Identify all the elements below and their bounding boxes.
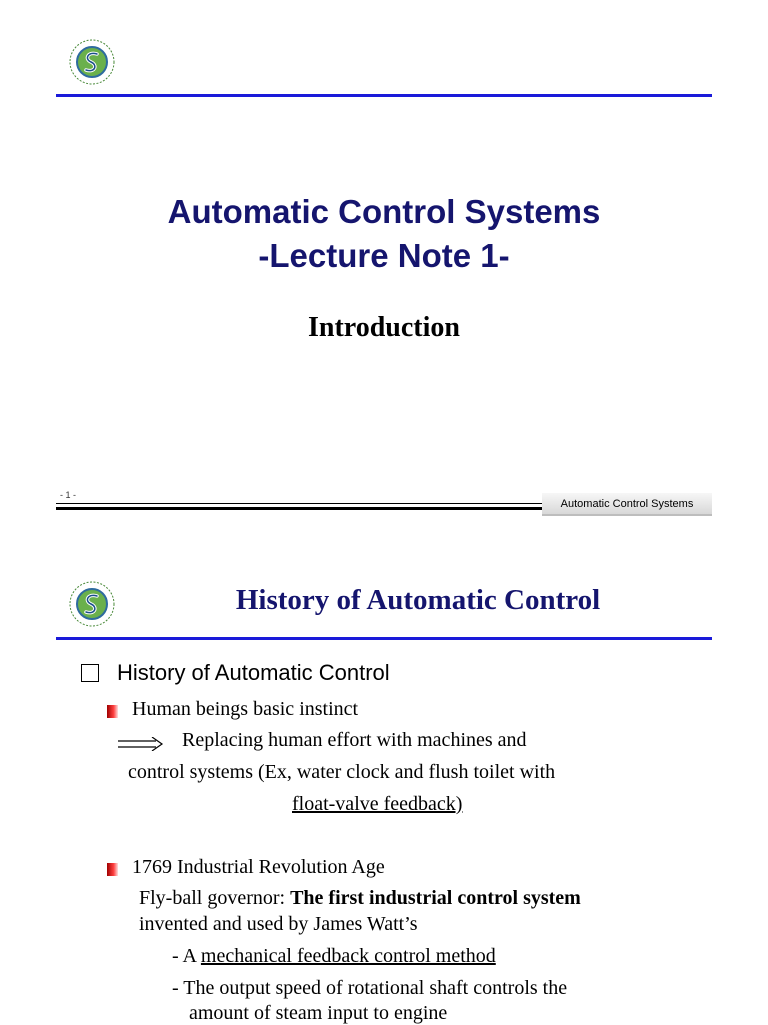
double-arrow-right-icon bbox=[118, 737, 164, 751]
slide-2 bbox=[0, 570, 768, 1024]
lecture-subtitle: Introduction bbox=[308, 312, 460, 343]
title-line-2: -Lecture Note 1- bbox=[258, 237, 510, 274]
page-number: - 1 - bbox=[60, 490, 77, 500]
dash-item-1 bbox=[172, 945, 496, 968]
slide-title: History of Automatic Control bbox=[235, 584, 601, 616]
bullet-1-line-1: Replacing human effort with machines and bbox=[182, 729, 527, 751]
bullet-2-line-1-prefix: Fly-ball governor: bbox=[139, 887, 291, 909]
empty-checkbox-icon bbox=[81, 664, 99, 682]
dash-item-2-line-1: - The output speed of rotational shaft controls the bbox=[172, 977, 568, 999]
bullet-2-line-1-bold: The first industrial control system bbox=[290, 887, 581, 909]
footer-rule-thin bbox=[56, 503, 542, 504]
section-heading bbox=[81, 660, 390, 686]
dash-item-1-underlined: mechanical feedback control method bbox=[200, 945, 496, 967]
university-seal-icon bbox=[68, 38, 116, 86]
title-line-1: Automatic Control Systems bbox=[167, 193, 601, 230]
header-rule bbox=[56, 94, 712, 97]
red-square-bullet-icon bbox=[107, 705, 118, 718]
section-heading-text: History of Automatic Control bbox=[117, 660, 390, 685]
dash-item-2-line-2: amount of steam input to engine bbox=[189, 1002, 448, 1024]
bullet-1-line-2: control systems (Ex, water clock and flush toilet with bbox=[128, 761, 556, 783]
footer-rule-thick bbox=[56, 507, 542, 510]
dash-item-1-prefix: - A bbox=[172, 945, 201, 967]
red-square-bullet-icon bbox=[107, 863, 118, 876]
bullet-2-text: 1769 Industrial Revolution Age bbox=[132, 856, 385, 878]
header-rule bbox=[56, 637, 712, 640]
university-seal-icon bbox=[68, 580, 116, 628]
bullet-2-line-1 bbox=[139, 887, 581, 910]
lecture-title bbox=[0, 190, 768, 278]
bullet-1-line-3: float-valve feedback) bbox=[292, 793, 463, 815]
footer-label: Automatic Control Systems bbox=[542, 493, 712, 516]
bullet-1-text: Human beings basic instinct bbox=[132, 698, 359, 720]
bullet-2-line-2: invented and used by James Watt’s bbox=[139, 913, 418, 935]
